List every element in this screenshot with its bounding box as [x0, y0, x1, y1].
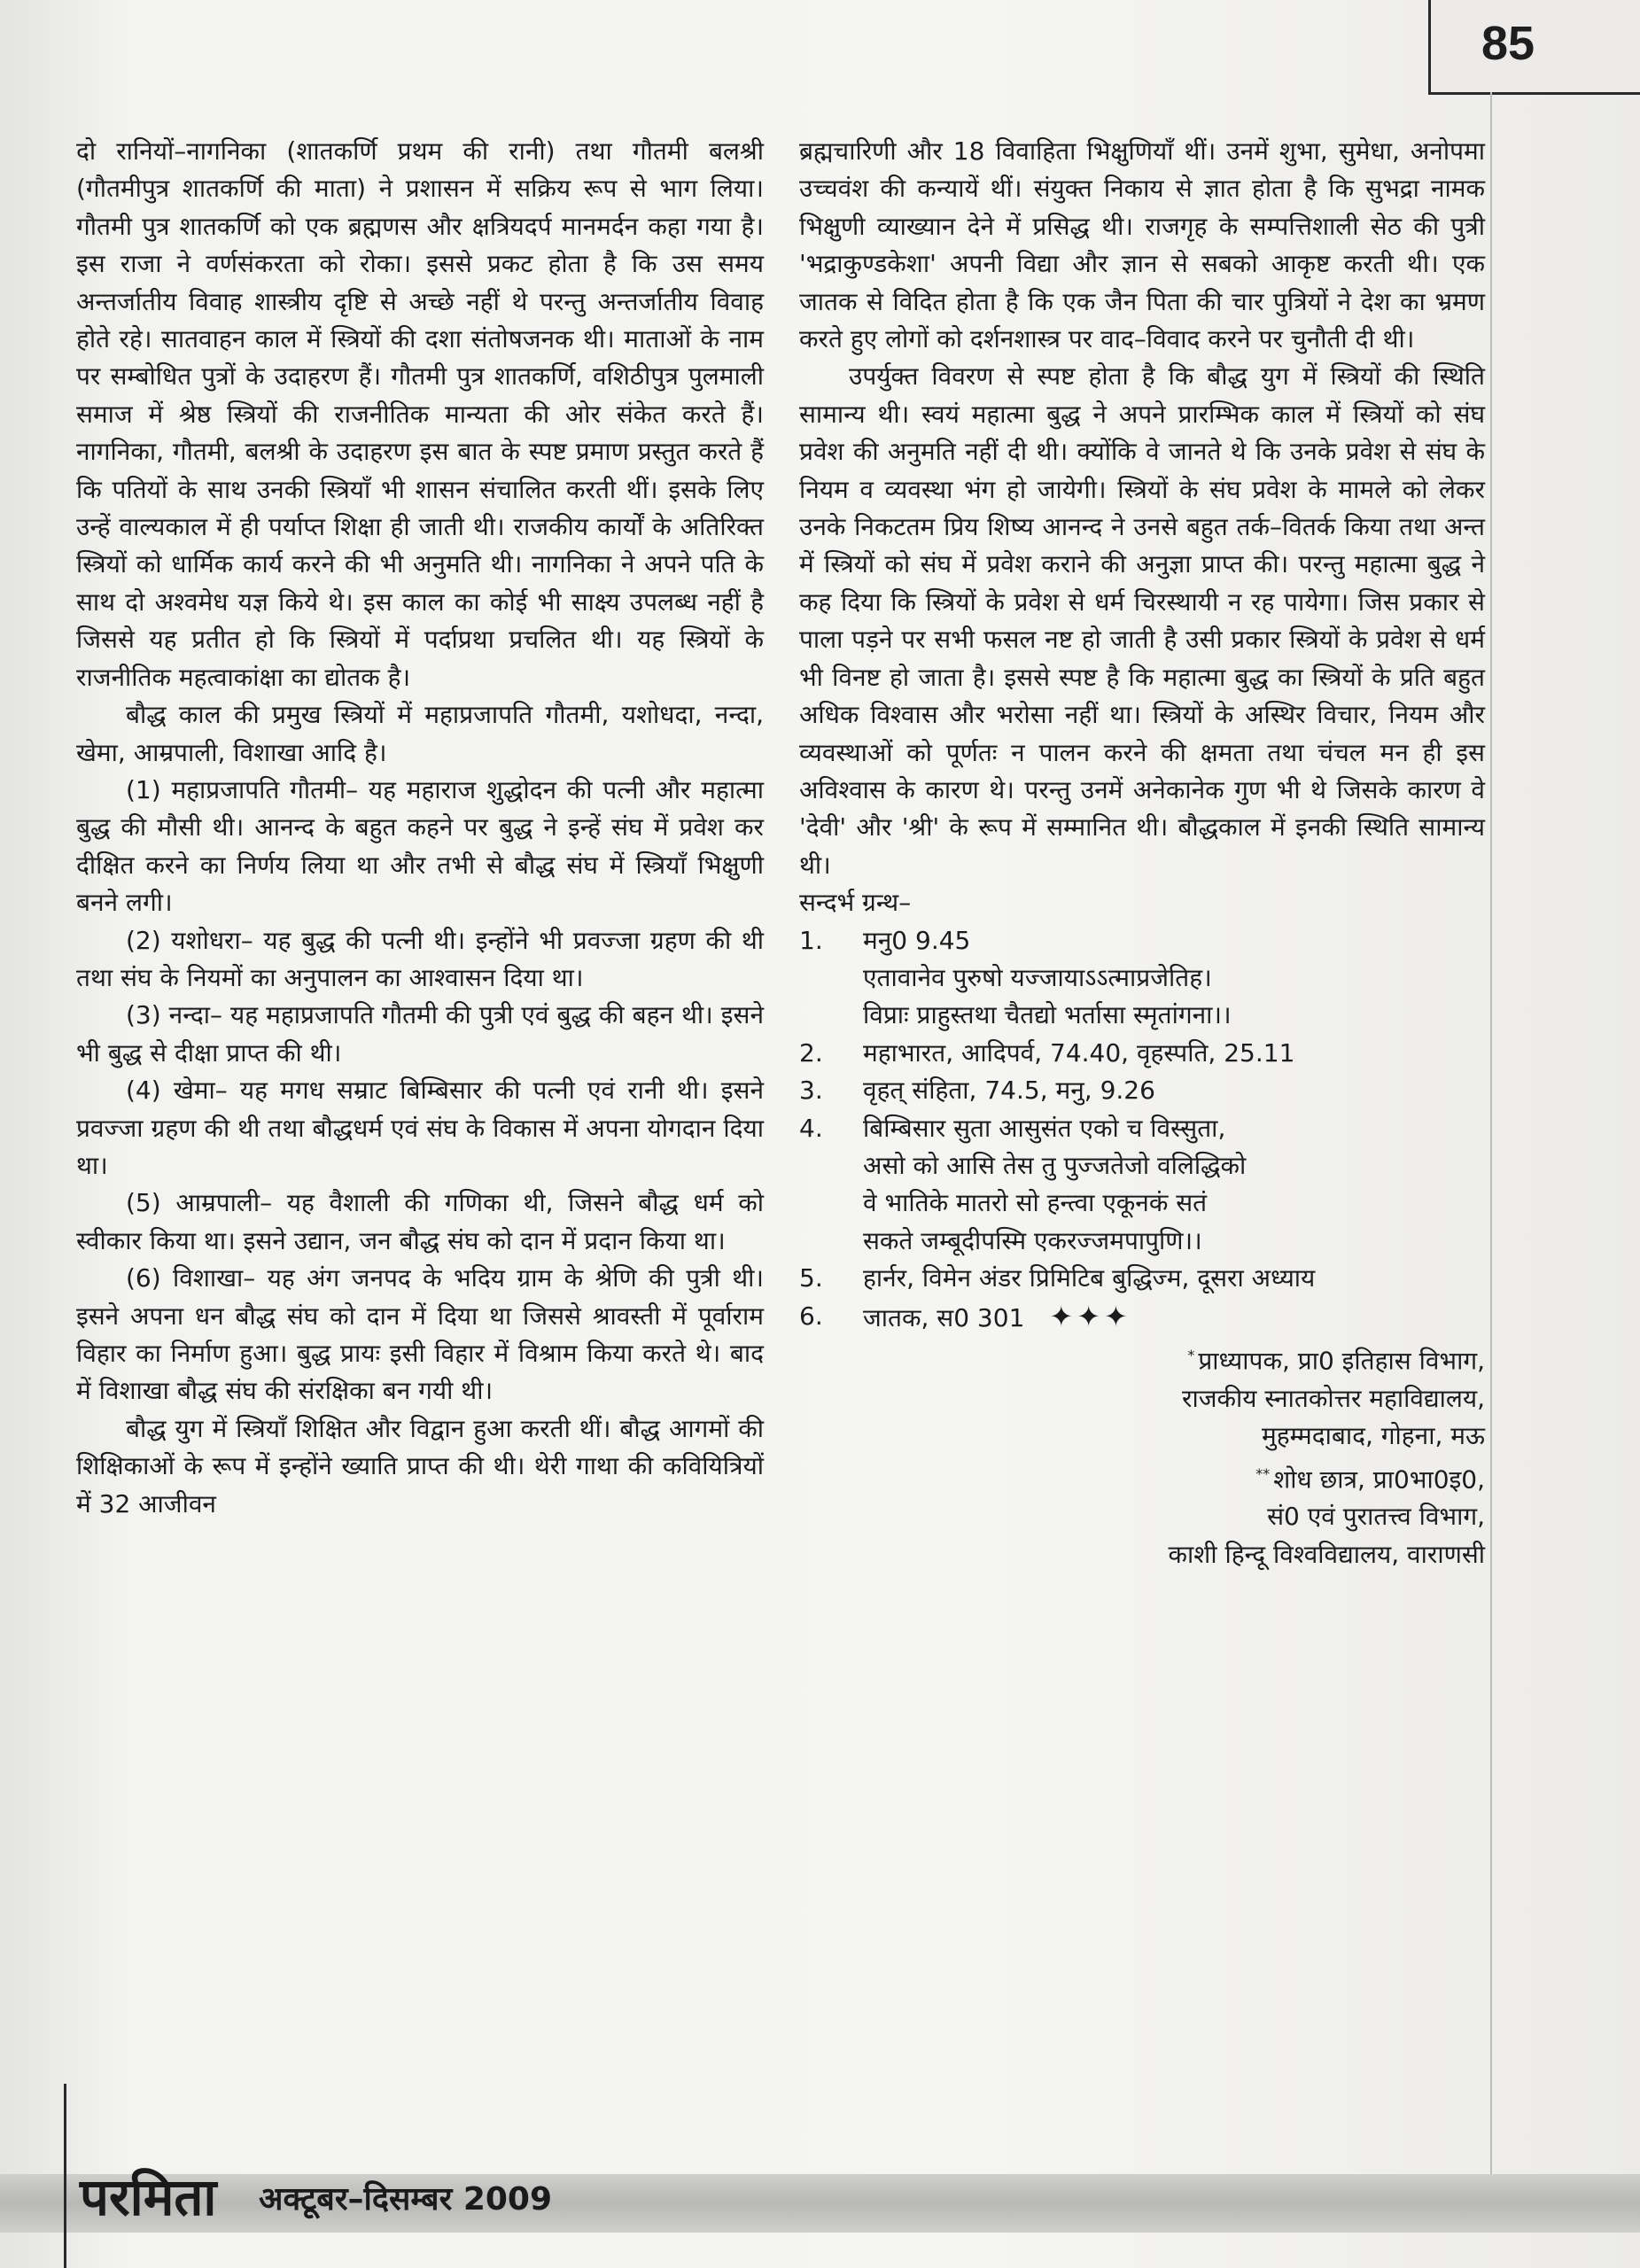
footer-bar: [0, 2174, 1640, 2233]
reference-line: सकते जम्बूदीपस्मि एकरज्जमपापुणि।।: [863, 1225, 1202, 1255]
reference-line: असो को आसि तेस तु पुज्जतेजो वलिद्धिको: [863, 1150, 1247, 1180]
paragraph-amrapali: (5) आम्रपाली– यह वैशाली की गणिका थी, जिसने बौद्ध धर्म को स्वीकार किया था। इसने उद्यान, जन बौद्ध संघ को दान में प्रदान किया था।: [76, 1188, 764, 1255]
margin-rule: [1490, 92, 1492, 2201]
footnote-mark: *: [1187, 1347, 1195, 1363]
ornament-stars: ✦✦✦: [1049, 1299, 1131, 1333]
right-column: [799, 133, 1485, 1573]
reference-number: 2.: [799, 1037, 823, 1068]
paragraph-khema: (4) खेमा– यह मगध सम्राट बिम्बिसार की पत्नी एवं रानी थी। इसने प्रवज्जा ग्रहण की थी तथा बौद्धधर्म एवं संघ के विकास में अपना योगदान दिया था।: [76, 1076, 764, 1180]
reference-item: [799, 1110, 1485, 1147]
reference-line: वे भातिके मातरो सो हन्त्वा एकूनकं सतं: [863, 1188, 1208, 1218]
reference-item: [799, 922, 1485, 959]
affiliation-line: काशी हिन्दू विश्वविद्यालय, वाराणसी: [1168, 1539, 1485, 1569]
issue-date: अक्टूबर–दिसम्बर 2009: [259, 2181, 553, 2218]
affiliation-line: [799, 1456, 1485, 1499]
reference-text: जातक, स0 301: [863, 1302, 1025, 1332]
affiliation-text: शोध छात्र, प्रा0भा0इ0,: [1273, 1464, 1485, 1494]
paragraph: बौद्ध युग में स्त्रियाँ शिक्षित और विद्वान हुआ करती थीं। बौद्ध आगमों की शिक्षिकाओं के रूप में इन्होंने ख्याति प्राप्त की थी। थेरी गाथा की कवियित्रियों में 32 आजीवन: [76, 1413, 764, 1518]
paragraph-yashodhara: (2) यशोधरा– यह बुद्ध की पत्नी थी। इन्होंने भी प्रवज्जा ग्रहण की थी तथा संघ के नियमों का अनुपालन का आश्वासन दिया था।: [76, 925, 764, 992]
affiliation-text: प्राध्यापक, प्रा0 इतिहास विभाग,: [1198, 1346, 1485, 1376]
paragraph-mahaprajapati: (1) महाप्रजापति गौतमी– यह महाराज शुद्धोदन की पत्नी और महात्मा बुद्ध की मौसी थी। आनन्द के बहुत कहने पर बुद्ध ने इन्हें संघ में प्रवेश कर दीक्षित करने का निर्णय लिया था और तभी से बौद्ध संघ में स्त्रियाँ भिक्षुणी बनने लगी।: [76, 774, 764, 918]
paragraph-nanda: (3) नन्दा– यह महाप्रजापति गौतमी की पुत्री एवं बुद्ध की बहन थी। इसने भी बुद्ध से दीक्षा प्राप्त की थी।: [76, 1000, 764, 1068]
affiliation-line: [799, 1337, 1485, 1380]
magazine-title: परमिता: [80, 2167, 217, 2227]
paragraph: उपर्युक्त विवरण से स्पष्ट होता है कि बौद्ध युग में स्त्रियों की स्थिति सामान्य थी। स्वयं महात्मा बुद्ध ने अपने प्रारम्भिक काल में स्त्रियों को संघ प्रवेश की अनुमति नहीं दी थी। क्योंकि वे जानते थे कि उनके प्रवेश से संघ के नियम व व्यवस्था भंग हो जायेगी। स्त्रियों के संघ प्रवेश के मामले को लेकर उनके निकटतम प्रिय शिष्य आनन्द ने उनसे बहुत तर्क–वितर्क किया तथा अन्त में स्त्रियों को संघ में प्रवेश कराने की अनुज्ञा प्राप्त की। परन्तु महात्मा बुद्ध ने कह दिया कि स्त्रियों के प्रवेश से धर्म चिरस्थायी न रह पायेगा। जिस प्रकार से पाला पड़ने पर सभी फसल नष्ट हो जाती है उसी प्रकार स्त्रियों के प्रवेश से धर्म भी विनष्ट हो जाता है। इससे स्पष्ट है कि महात्मा बुद्ध का स्त्रियों के प्रति बहुत अधिक विश्वास और भरोसा नहीं था। स्त्रियों के अस्थिर विचार, नियम और व्यवस्थाओं को पूर्णतः न पालन करने की क्षमता तथा चंचल मन ही इस अविश्वास के कारण थे। परन्तु उनमें अनेकानेक गुण भी थे जिसके कारण वे 'देवी' और 'श्री' के रूप में सम्मानित थी। बौद्धकाल में इनकी स्थिति सामान्य थी।: [799, 361, 1485, 880]
footer-divider: [64, 2084, 66, 2268]
paragraph: दो रानियों–नागनिका (शातकर्णि प्रथम की रानी) तथा गौतमी बलश्री (गौतमीपुत्र शातकर्णि की माता) ने प्रशासन में सक्रिय रूप से भाग लिया। गौतमी पुत्र शातकर्णि को एक ब्रह्मणस और क्षत्रियदर्प मानमर्दन कहा गया है। इस राजा ने वर्णसंकरता को रोका। इससे प्रकट होता है कि उस समय अन्तर्जातीय विवाह शास्त्रीय दृष्टि से अच्छे नहीं थे परन्तु अन्तर्जातीय विवाह होते रहे। सातवाहन काल में स्त्रियों की दशा संतोषजनक थी। माताओं के नाम पर सम्बोधित पुत्रों के उदाहरण हैं। गौतमी पुत्र शातकर्णि, वशिठीपुत्र पुलमाली समाज में श्रेष्ठ स्त्रियों की राजनीतिक मान्यता की ओर संकेत करते हैं। नागनिका, गौतमी, बलश्री के उदाहरण इस बात के स्पष्ट प्रमाण प्रस्तुत करते हैं कि पतियों के साथ उनकी स्त्रियाँ भी शासन संचालित करती थीं। इसके लिए उन्हें वाल्यकाल में ही पर्याप्त शिक्षा ही जाती थी। राजकीय कार्यों के अतिरिक्त स्त्रियों को धार्मिक कार्य करने की भी अनुमति थी। नागनिका ने अपने पति के साथ दो अश्वमेध यज्ञ किये थे। इस काल का कोई भी साक्ष्य उपलब्ध नहीं है जिससे यह प्रतीत हो कि स्त्रियों में पर्दाप्रथा प्रचलित थी। यह स्त्रियों के राजनीतिक महत्वाकांक्षा का द्योतक है।: [76, 136, 764, 692]
reference-item: [799, 1298, 1485, 1337]
footnote-mark: **: [1255, 1464, 1271, 1482]
reference-text: महाभारत, आदिपर्व, 74.40, वृहस्पति, 25.11: [863, 1037, 1295, 1068]
reference-item: [799, 1072, 1485, 1109]
reference-number: 5.: [799, 1263, 823, 1293]
reference-text: बिम्बिसार सुता आसुसंत एको च विस्सुता,: [863, 1113, 1226, 1143]
paragraph: बौद्ध काल की प्रमुख स्त्रियों में महाप्रजापति गौतमी, यशोधदा, नन्दा, खेमा, आम्रपाली, विशाखा आदि है।: [76, 700, 764, 767]
references-heading: सन्दर्भ ग्रन्थ–: [799, 888, 912, 918]
reference-text: मनु0 9.45: [863, 925, 971, 955]
paragraph-vishakha: (6) विशाखा– यह अंग जनपद के भदिय ग्राम के श्रेणि की पुत्री थी। इसने अपना धन बौद्ध संघ को दान में दिया था जिससे श्रावस्ती में पूर्वाराम विहार का निर्माण हुआ। बुद्ध प्रायः इसी विहार में विश्राम किया करते थे। बाद में विशाखा बौद्ध संघ की संरक्षिका बन गयी थी।: [76, 1263, 764, 1406]
reference-line: एतावानेव पुरुषो यज्जायाऽऽत्माप्रजेतिह।: [863, 962, 1212, 992]
left-column: [76, 133, 764, 1523]
page-number: 85: [1481, 17, 1535, 70]
affiliation-line: राजकीय स्नातकोत्तर महाविद्यालय,: [1182, 1383, 1485, 1413]
reference-text: वृहत् संहिता, 74.5, मनु, 9.26: [863, 1076, 1155, 1106]
reference-number: 4.: [799, 1113, 823, 1143]
reference-number: 6.: [799, 1301, 823, 1331]
reference-item: [799, 1035, 1485, 1072]
reference-number: 3.: [799, 1076, 823, 1106]
reference-line: विप्राः प्राहुस्तथा चैतद्यो भर्तासा स्मृतांगना।।: [863, 1000, 1232, 1030]
paragraph: ब्रह्मचारिणी और 18 विवाहिता भिक्षुणियाँ थीं। उनमें शुभा, सुमेधा, अनोपमा उच्चवंश की कन्यायें थीं। संयुक्त निकाय से ज्ञात होता है कि सुभद्रा नामक भिक्षुणी व्याख्यान देने में प्रसिद्ध थी। राजगृह के सम्पत्तिशाली सेठ की पुत्री 'भद्राकुण्डकेशा' अपनी विद्या और ज्ञान से सबको आकृष्ट करती थी। एक जातक से विदित होता है कि एक जैन पिता की चार पुत्रियों ने देश का भ्रमण करते हुए लोगों को दर्शनशास्त्र पर वाद–विवाद करने पर चुनौती दी थी।: [799, 136, 1485, 354]
affiliation-line: मुहम्मदाबाद, गोहना, मऊ: [1262, 1421, 1485, 1451]
affiliation-line: सं0 एवं पुरातत्त्व विभाग,: [1267, 1502, 1485, 1532]
reference-text-wrap: [863, 1298, 1485, 1337]
reference-text: हार्नर, विमेन अंडर प्रिमिटिब बुद्धिज्म, दूसरा अध्याय: [863, 1263, 1316, 1293]
reference-number: 1.: [799, 925, 823, 955]
reference-item: [799, 1260, 1485, 1297]
